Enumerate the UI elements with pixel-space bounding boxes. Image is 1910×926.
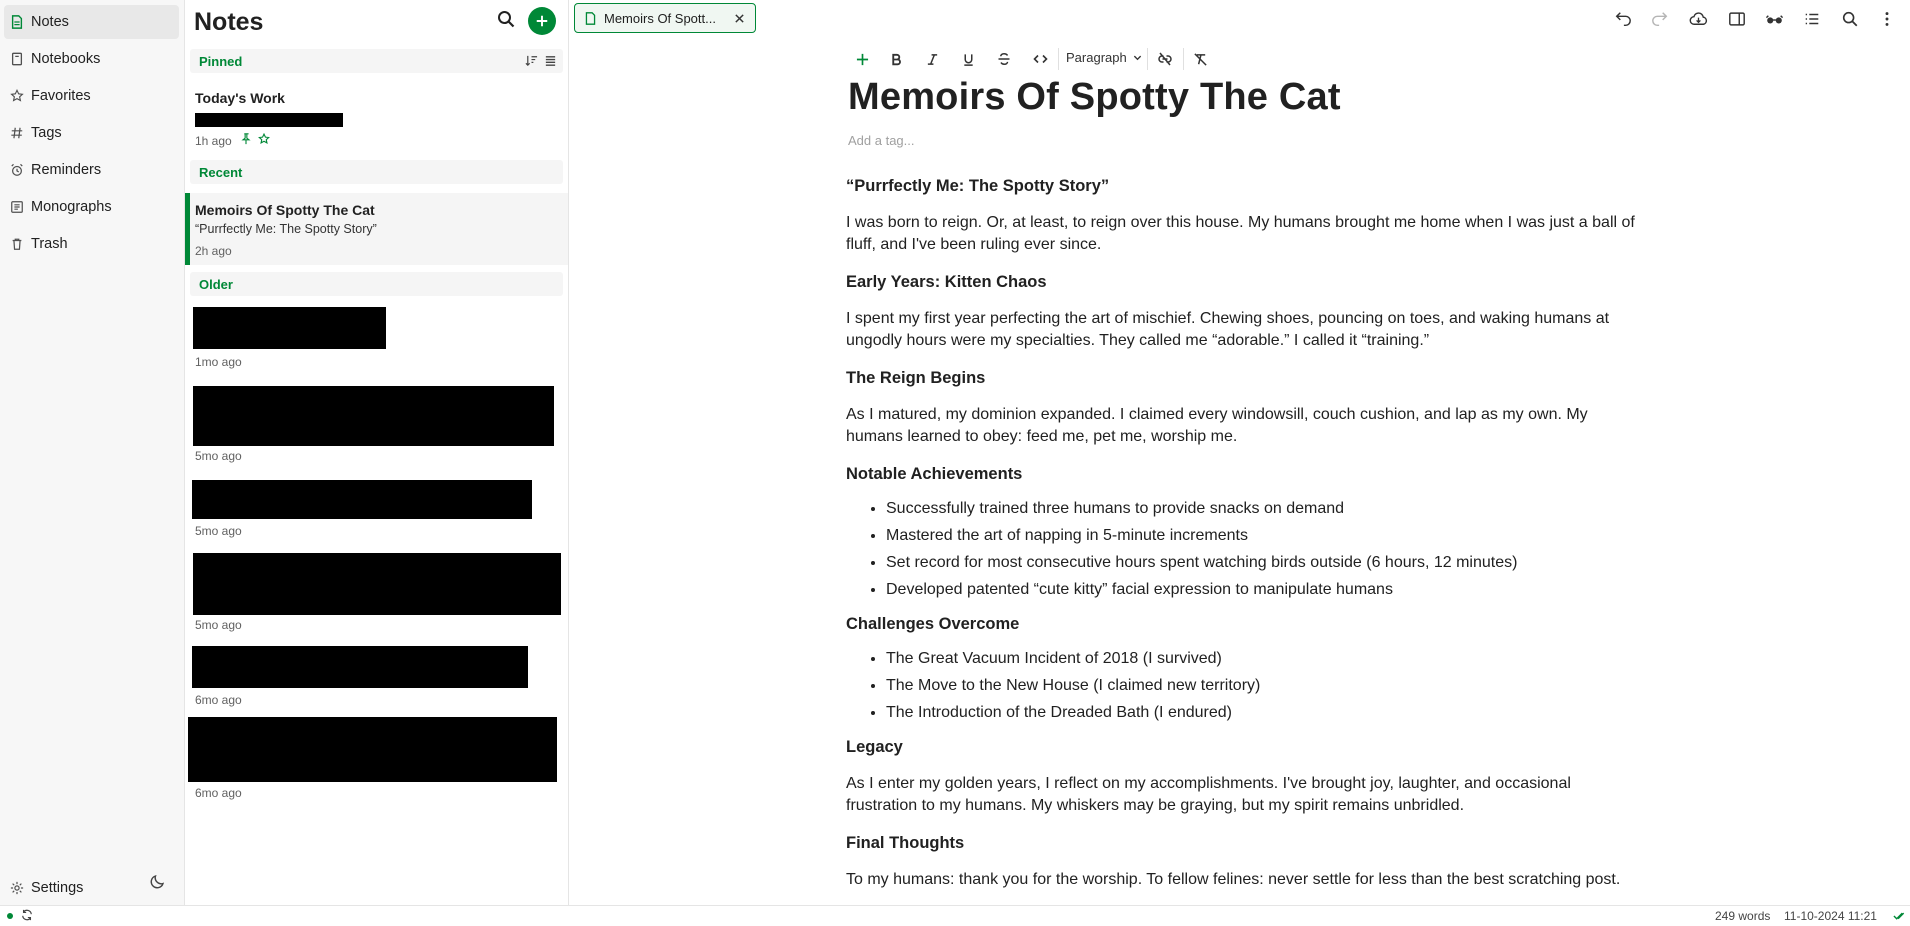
note-title: Today's Work <box>195 90 285 106</box>
insert-block-icon[interactable] <box>852 49 872 69</box>
bullet-list <box>846 645 1636 726</box>
note-icon <box>584 12 597 25</box>
strikethrough-icon <box>997 52 1011 66</box>
note-subtitle: “Purrfectly Me: The Spotty Story” <box>195 222 377 236</box>
note-time: 1mo ago <box>195 355 242 369</box>
sidebar-item-notes[interactable] <box>4 5 179 39</box>
plus-icon <box>535 14 549 28</box>
note-time: 6mo ago <box>195 786 242 800</box>
sort-icon[interactable] <box>525 54 538 67</box>
note-time: 6mo ago <box>195 693 242 707</box>
underline-icon <box>962 53 975 66</box>
italic-icon <box>926 53 939 66</box>
cloud-sync-icon[interactable] <box>1689 10 1709 30</box>
group-label: Pinned <box>199 53 243 69</box>
hash-icon <box>10 126 24 140</box>
bold-button[interactable] <box>886 49 906 69</box>
list-item[interactable] <box>185 714 568 804</box>
strikethrough-button[interactable] <box>994 49 1014 69</box>
sidebar-item-label: Reminders <box>31 162 102 178</box>
add-tag-input[interactable]: Add a tag... <box>848 133 915 148</box>
toolbar-divider <box>1147 48 1148 70</box>
italic-button[interactable] <box>922 49 942 69</box>
sidebar-item-reminders[interactable] <box>4 153 179 187</box>
monograph-icon <box>10 200 24 214</box>
remove-link-button[interactable] <box>1155 49 1175 69</box>
heading: Legacy <box>846 738 903 756</box>
reading-mode-icon[interactable] <box>1765 10 1785 30</box>
note-time: 5mo ago <box>195 449 242 463</box>
sidebar-item-trash[interactable] <box>4 227 179 261</box>
note-list-panel <box>185 0 569 905</box>
note-title: Memoirs Of Spotty The Cat <box>195 202 375 218</box>
code-button[interactable] <box>1030 49 1050 69</box>
group-header-pinned <box>190 49 563 73</box>
heading: “Purrfectly Me: The Spotty Story” <box>846 177 1110 195</box>
group-header-recent <box>190 160 563 184</box>
sidebar-toggle-icon[interactable] <box>1728 10 1748 30</box>
status-bar <box>0 905 1910 926</box>
paragraph-style-label: Paragraph <box>1066 50 1127 65</box>
redacted-block <box>192 646 528 688</box>
list-item[interactable] <box>185 475 568 543</box>
note-time: 5mo ago <box>195 618 242 632</box>
table-of-contents-icon[interactable] <box>1803 10 1823 30</box>
bullet-list <box>846 495 1636 603</box>
note-icon <box>10 15 24 29</box>
bold-icon <box>890 53 903 66</box>
heading: Notable Achievements <box>846 465 1023 483</box>
redacted-block <box>193 553 561 615</box>
sidebar <box>0 0 185 905</box>
sidebar-item-label: Notes <box>31 14 69 30</box>
saved-check-icon <box>1893 909 1906 922</box>
underline-button[interactable] <box>958 49 978 69</box>
sidebar-item-favorites[interactable] <box>4 79 179 113</box>
redacted-block <box>193 386 554 446</box>
note-list-title: Notes <box>194 8 264 36</box>
list-item: • The Great Vacuum Incident of 2018 (I survived) <box>886 645 1636 672</box>
group-label: Older <box>199 276 233 292</box>
list-item: • Developed patented “cute kitty” facial expression to manipulate humans <box>886 576 1636 603</box>
sidebar-item-notebooks[interactable] <box>4 42 179 76</box>
group-header-older <box>190 272 563 296</box>
undo-icon[interactable] <box>1614 10 1634 30</box>
note-time: 1h ago <box>195 134 232 148</box>
heading: Early Years: Kitten Chaos <box>846 273 1047 291</box>
redacted-block <box>188 717 557 782</box>
redacted-block <box>195 113 343 127</box>
sidebar-item-label: Notebooks <box>31 51 101 67</box>
paragraph: As I matured, my dominion expanded. I claimed every windowsill, couch cushion, and lap as my own. My humans learned to obey: feed me, pet me, worship me. <box>846 406 1588 445</box>
code-icon <box>1033 52 1048 66</box>
pin-icon <box>240 133 252 145</box>
note-time: 2h ago <box>195 244 232 258</box>
search-icon[interactable] <box>1841 10 1861 30</box>
redacted-block <box>192 480 532 519</box>
close-icon[interactable] <box>734 13 745 24</box>
sidebar-item-monographs[interactable] <box>4 190 179 224</box>
list-view-icon[interactable] <box>544 54 557 67</box>
note-body[interactable] <box>846 170 1636 891</box>
clear-formatting-icon <box>1193 52 1208 67</box>
paragraph: As I enter my golden years, I reflect on my accomplishments. I've brought joy, laughter, and occasional frustration to my humans. My whiskers may be graying, but my spirit remains unbridled. <box>846 775 1571 814</box>
list-item[interactable] <box>185 381 568 467</box>
tab-label: Memoirs Of Spott... <box>604 10 716 26</box>
list-item: • The Move to the New House (I claimed new territory) <box>886 672 1636 699</box>
star-icon <box>258 133 270 145</box>
heading: Final Thoughts <box>846 834 965 852</box>
list-item[interactable] <box>185 304 568 374</box>
refresh-icon[interactable] <box>21 909 34 922</box>
list-item: • Set record for most consecutive hours spent watching birds outside (6 hours, 12 minutes) <box>886 549 1636 576</box>
sidebar-item-label: Favorites <box>31 88 91 104</box>
list-item-active-note[interactable] <box>185 193 568 265</box>
list-item: • Mastered the art of napping in 5-minute increments <box>886 522 1636 549</box>
notebook-icon <box>10 52 24 66</box>
paragraph: I spent my first year perfecting the art of mischief. Chewing shoes, pouncing on toes, and waking humans at ungodly hours were my specialties. They called me “adorable.” I called it “training.” <box>846 310 1610 349</box>
link-off-icon <box>1157 51 1173 67</box>
chevron-down-icon <box>1133 53 1142 62</box>
sidebar-item-tags[interactable] <box>4 116 179 150</box>
list-item-pinned-note[interactable] <box>185 78 568 154</box>
list-item[interactable] <box>185 549 568 635</box>
search-icon[interactable] <box>496 9 516 29</box>
group-label: Recent <box>199 164 243 180</box>
heading: The Reign Begins <box>846 369 986 387</box>
star-icon <box>10 89 24 103</box>
list-item: • Successfully trained three humans to provide snacks on demand <box>886 495 1636 522</box>
more-options-icon[interactable] <box>1878 10 1898 30</box>
add-note-button[interactable] <box>528 7 556 35</box>
sidebar-item-label: Tags <box>31 125 62 141</box>
settings-button[interactable] <box>4 871 134 905</box>
toolbar-divider <box>1058 48 1059 70</box>
tab-note[interactable] <box>574 3 756 33</box>
clear-formatting-button[interactable] <box>1190 49 1210 69</box>
heading: Challenges Overcome <box>846 615 1020 633</box>
settings-label: Settings <box>31 880 84 896</box>
sidebar-item-label: Monographs <box>31 199 112 215</box>
toolbar-divider <box>1183 48 1184 70</box>
redacted-block <box>193 307 386 349</box>
paragraph-style-select[interactable] <box>1066 50 1142 65</box>
alarm-icon <box>10 163 24 177</box>
edited-timestamp: 11-10-2024 11:21 <box>1784 909 1877 923</box>
gear-icon <box>10 881 24 895</box>
redo-icon[interactable] <box>1651 10 1671 30</box>
sync-status-dot <box>7 913 13 919</box>
list-item: • The Introduction of the Dreaded Bath (I endured) <box>886 699 1636 726</box>
sidebar-item-label: Trash <box>31 236 68 252</box>
paragraph: To my humans: thank you for the worship. To fellow felines: never settle for less than the best scratching post. <box>846 871 1621 888</box>
moon-icon[interactable] <box>150 873 170 893</box>
note-time: 5mo ago <box>195 524 242 538</box>
list-item[interactable] <box>185 642 568 710</box>
paragraph: I was born to reign. Or, at least, to reign over this house. My humans brought me home when I was just a ball of fluff, and I've been ruling ever since. <box>846 214 1635 253</box>
word-count[interactable]: 249 words <box>1715 909 1771 923</box>
trash-icon <box>10 237 24 251</box>
note-title-input[interactable]: Memoirs Of Spotty The Cat <box>848 76 1341 118</box>
